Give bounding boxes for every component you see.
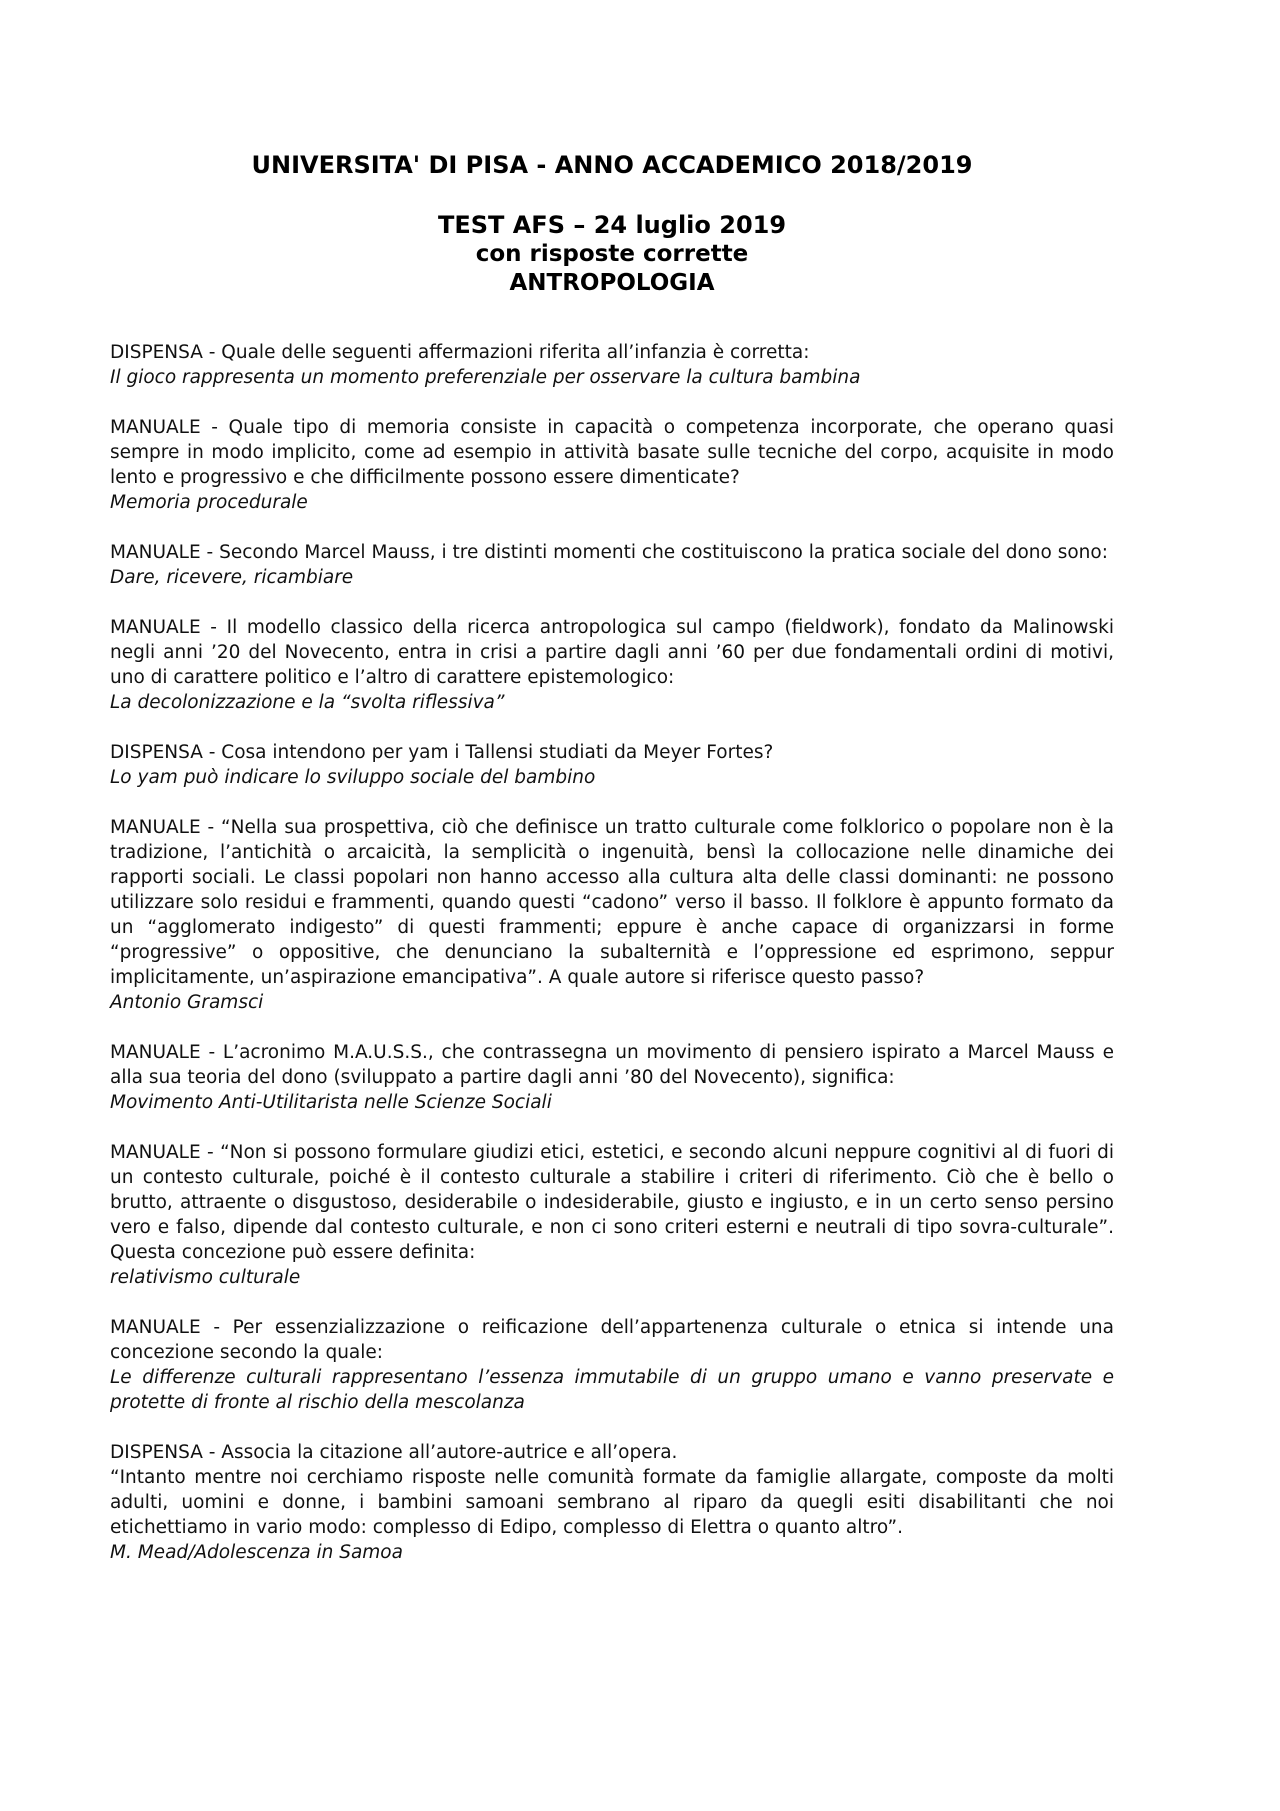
question-item-3 [110, 540, 1114, 590]
answer-text: relativismo culturale [110, 1267, 301, 1288]
quote-text: “Intanto mentre noi cerchiamo risposte nelle comunità formate da famiglie allargate, composte da molti adulti, uomini e donne, i bambini samoani sembrano al riparo da quegli esiti disabilitanti che noi etichettiamo in vario modo: complesso di Edipo, complesso di Elettra o quanto altro”. [110, 1467, 1114, 1538]
university-title: UNIVERSITA' DI PISA - ANNO ACCADEMICO 2018/2019 [251, 151, 973, 179]
answer-text: M. Mead/Adolescenza in Samoa [110, 1542, 403, 1563]
answer-text: La decolonizzazione e la “svolta riflessiva” [110, 692, 505, 713]
question-text: MANUALE - Secondo Marcel Mauss, i tre distinti momenti che costituiscono la pratica sociale del dono sono: [110, 542, 1108, 563]
subject-title: ANTROPOLOGIA [509, 270, 715, 296]
question-item-2 [110, 415, 1114, 515]
question-item-4 [110, 615, 1114, 715]
test-subtitle: con risposte corrette [475, 241, 749, 267]
question-text: DISPENSA - Associa la citazione all’autore-autrice e all’opera. [110, 1442, 678, 1463]
question-list [110, 340, 1114, 1565]
question-item-10 [110, 1440, 1114, 1565]
question-item-7 [110, 1040, 1114, 1115]
question-item-6 [110, 815, 1114, 1015]
question-text: MANUALE - Quale tipo di memoria consiste in capacità o competenza incorporate, che operano quasi sempre in modo implicito, come ad esempio in attività basate sulle tecniche del corpo, acquisite in modo lento e progressivo e che difficilmente possono essere dimenticate? [110, 417, 1114, 488]
answer-text: Le differenze culturali rappresentano l’essenza immutabile di un gruppo umano e vanno preservate e protette di fronte al rischio della mescolanza [110, 1367, 1114, 1413]
answer-text: Movimento Anti-Utilitarista nelle Scienze Sociali [110, 1092, 552, 1113]
document-page [110, 150, 1114, 1590]
question-item-1 [110, 340, 1114, 390]
question-text: DISPENSA - Cosa intendono per yam i Tallensi studiati da Meyer Fortes? [110, 742, 774, 763]
answer-text: Lo yam può indicare lo sviluppo sociale del bambino [110, 767, 596, 788]
question-item-5 [110, 740, 1114, 790]
document-header [110, 150, 1114, 298]
question-text: MANUALE - “Non si possono formulare giudizi etici, estetici, e secondo alcuni neppure cognitivi al di fuori di un contesto culturale, poiché è il contesto culturale a stabilire i criteri di riferimento. Ciò che è bello o brutto, attraente o disgustoso, desiderabile o indesiderabile, giusto e ingiusto, e in un certo senso persino vero e falso, dipende dal contesto culturale, e non ci sono criteri esterni e neutrali di tipo sovra-culturale”. Questa concezione può essere definita: [110, 1142, 1114, 1263]
answer-text: Antonio Gramsci [110, 992, 264, 1013]
answer-text: Memoria procedurale [110, 492, 308, 513]
answer-text: Il gioco rappresenta un momento preferenziale per osservare la cultura bambina [110, 367, 861, 388]
question-text: MANUALE - Il modello classico della ricerca antropologica sul campo (fieldwork), fondato da Malinowski negli anni ’20 del Novecento, entra in crisi a partire dagli anni ’60 per due fondamentali ordini di motivi, uno di carattere politico e l’altro di carattere epistemologico: [110, 617, 1114, 688]
answer-text: Dare, ricevere, ricambiare [110, 567, 354, 588]
question-item-9 [110, 1315, 1114, 1415]
question-text: MANUALE - Per essenzializzazione o reificazione dell’appartenenza culturale o etnica si intende una concezione secondo la quale: [110, 1317, 1114, 1363]
question-item-8 [110, 1140, 1114, 1290]
test-title: TEST AFS – 24 luglio 2019 [437, 211, 787, 239]
question-text: DISPENSA - Quale delle seguenti affermazioni riferita all’infanzia è corretta: [110, 342, 810, 363]
question-text: MANUALE - L’acronimo M.A.U.S.S., che contrassegna un movimento di pensiero ispirato a Marcel Mauss e alla sua teoria del dono (sviluppato a partire dagli anni ’80 del Novecento), significa: [110, 1042, 1114, 1088]
question-text: MANUALE - “Nella sua prospettiva, ciò che definisce un tratto culturale come folklorico o popolare non è la tradizione, l’antichità o arcaicità, la semplicità o ingenuità, bensì la collocazione nelle dinamiche dei rapporti sociali. Le classi popolari non hanno accesso alla cultura alta delle classi dominanti: ne possono utilizzare solo residui e frammenti, quando questi “cadono” verso il basso. Il folklore è appunto formato da un “agglomerato indigesto” di questi frammenti; eppure è anche capace di organizzarsi in forme “progressive” o oppositive, che denunciano la subalternità e l’oppressione ed esprimono, seppur implicitamente, un’aspirazione emancipativa”. A quale autore si riferisce questo passo? [110, 817, 1114, 988]
